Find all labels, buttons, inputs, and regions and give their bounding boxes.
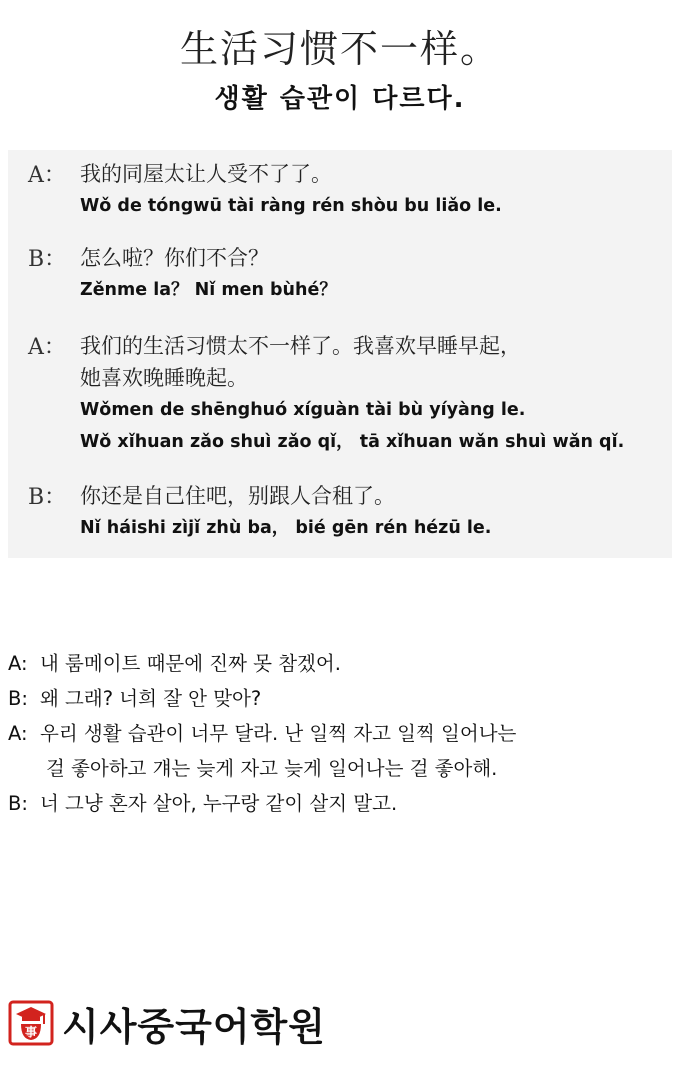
graduate-logo-icon: [8, 1000, 54, 1046]
translation-text: 너 그냥 혼자 살아, 누구랑 같이 살지 말고.: [40, 792, 398, 815]
chinese-line: 你还是自己住吧，别跟人合租了。: [80, 484, 395, 508]
translation-text: 우리 생활 습관이 너무 달라. 난 일찍 자고 일찍 일어나는: [40, 722, 517, 745]
translation-line: [8, 786, 678, 821]
chinese-line: 我们的生活习惯太不一样了。我喜欢早睡早起， 她喜欢晚睡晚起。: [80, 334, 521, 390]
translation-text: 걸 좋아하고 걔는 늦게 자고 늦게 일어나는 걸 좋아해.: [46, 757, 498, 780]
chinese-line: 怎么啦？你们不合？: [80, 246, 269, 270]
chinese-line: 我的同屋太让人受不了了。: [80, 162, 332, 186]
translation-line: [8, 716, 678, 786]
page-title-chinese: 生活习惯不一样。: [179, 27, 500, 71]
dialogue-turn-3: [18, 330, 668, 458]
speaker-label: A：: [28, 335, 66, 360]
pinyin-line: Wǒ de tóngwū tài ràng rén shòu bu liǎo le.: [80, 196, 502, 216]
dialogue-turn-4: [18, 480, 668, 544]
speaker-label: A:: [8, 722, 28, 745]
brand-logo: [8, 998, 326, 1048]
pinyin-line: Zěnme la？ Nǐ men bùhé？: [80, 280, 337, 300]
pinyin-line: Nǐ háishi zìjǐ zhù ba， bié gēn rén hézū le.: [80, 518, 492, 538]
dialogue-turn-2: [18, 242, 668, 306]
speaker-label: B：: [28, 485, 67, 510]
speaker-label: A:: [8, 652, 28, 675]
dialogue-box: [8, 150, 672, 558]
page-title-korean: 생활 습관이 다르다.: [214, 84, 466, 114]
logo-glyph: 事: [24, 1025, 38, 1039]
translation-text: 왜 그래? 너희 잘 안 맞아?: [40, 687, 262, 710]
pinyin-line: Wǒmen de shēnghuó xíguàn tài bù yíyàng le.: [80, 400, 526, 420]
pinyin-line: Wǒ xǐhuan zǎo shuì zǎo qǐ， tā xǐhuan wǎn shuì wǎn qǐ.: [80, 432, 625, 452]
korean-translation: [8, 646, 678, 821]
translation-line: [8, 681, 678, 716]
speaker-label: B:: [8, 687, 28, 710]
speaker-label: B：: [28, 247, 67, 272]
brand-name: 시사중국어학원: [62, 1004, 326, 1049]
dialogue-turn-1: [18, 158, 668, 222]
translation-line: [8, 646, 678, 681]
speaker-label: B:: [8, 792, 28, 815]
translation-text: 내 룸메이트 때문에 진짜 못 참겠어.: [40, 652, 341, 675]
speaker-label: A：: [28, 163, 66, 188]
